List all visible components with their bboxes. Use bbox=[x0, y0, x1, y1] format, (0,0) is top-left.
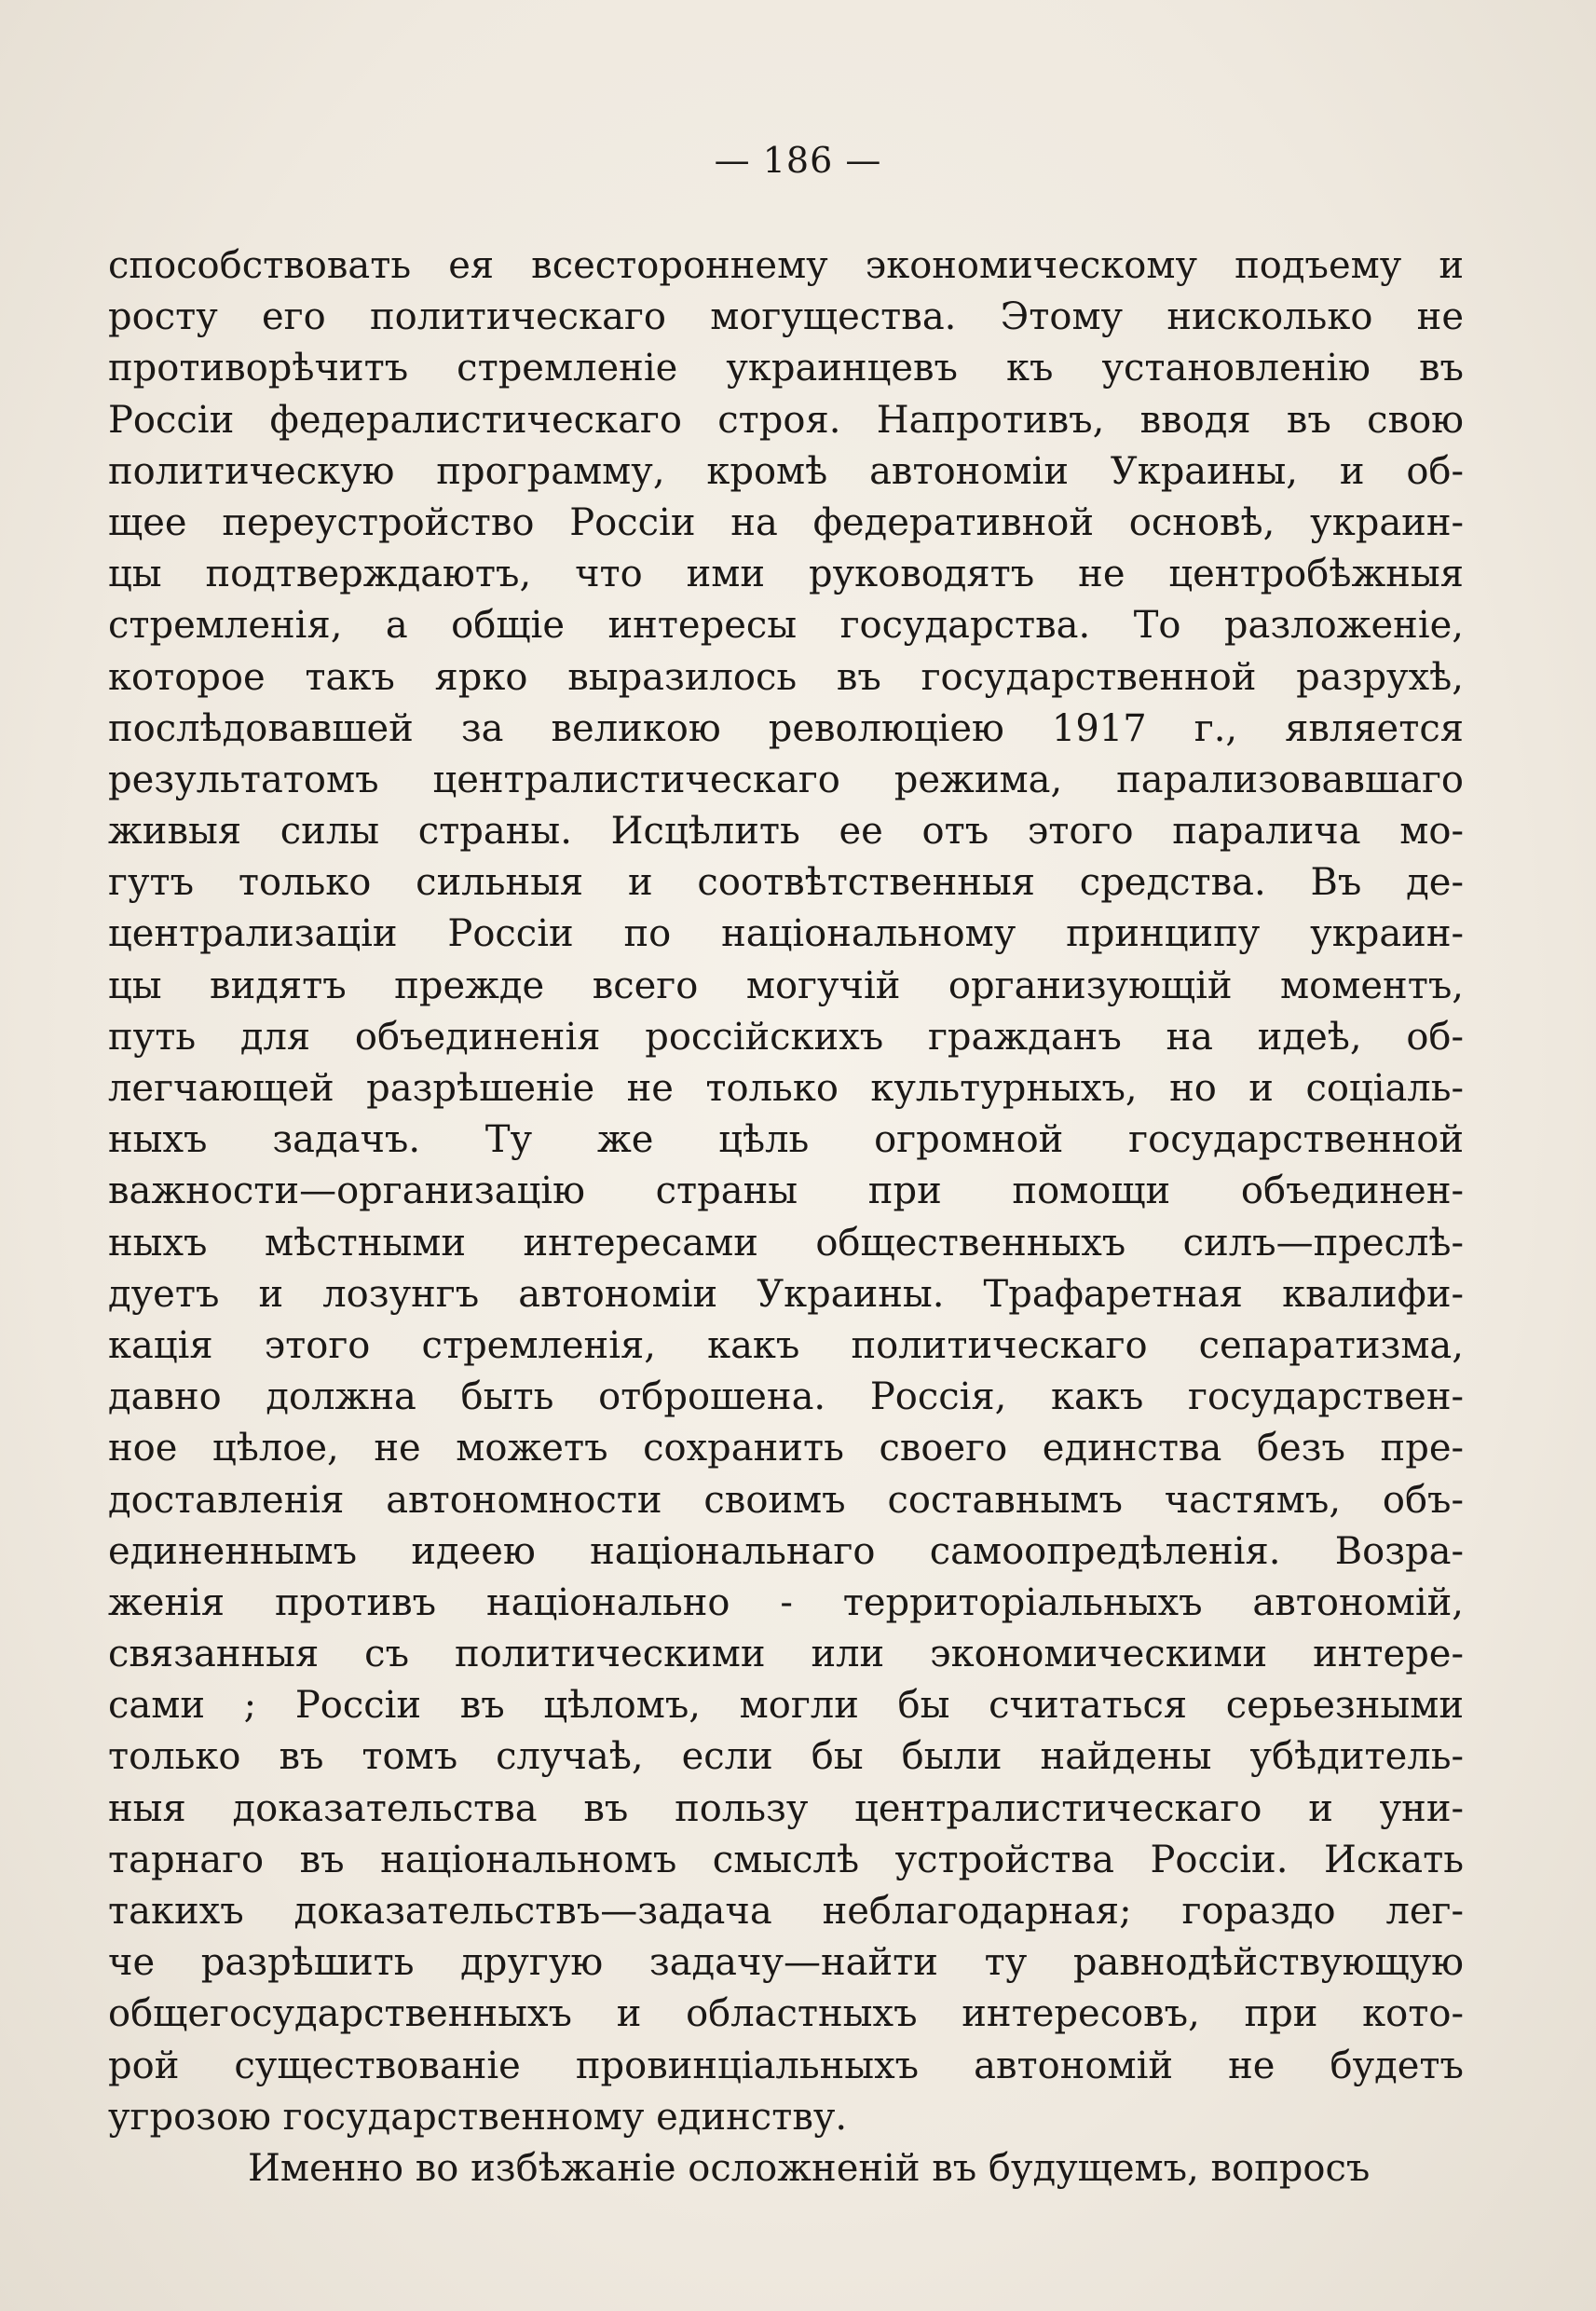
text-line: гутъ только сильныя и соотвѣтственныя средства. Въ де- bbox=[108, 861, 1464, 905]
text-line: угрозою государственному единству. bbox=[108, 2095, 848, 2139]
text-line: женія противъ національно - территоріальныхъ автономій, bbox=[108, 1580, 1464, 1624]
text-line: живыя силы страны. Исцѣлить ее отъ этого паралича мо- bbox=[108, 810, 1464, 854]
text-line: рой существованіе провинціальныхъ автономій не будетъ bbox=[108, 2044, 1464, 2087]
text-line: такихъ доказательствъ—задача неблагодарная; гораздо лег- bbox=[108, 1890, 1464, 1933]
text-line: тарнаго въ національномъ смыслѣ устройства Россіи. Искать bbox=[108, 1838, 1464, 1881]
text-line: цы подтверждаютъ, что ими руководятъ не центробѣжныя bbox=[108, 553, 1464, 596]
text-line: Россіи федералистическаго строя. Напротивъ, вводя въ свою bbox=[108, 398, 1464, 442]
body-text bbox=[108, 240, 1464, 2195]
text-line: кація этого стремленія, какъ политическаго сепаратизма, bbox=[108, 1323, 1464, 1367]
text-line: послѣдовавшей за великою революціею 1917 г., является bbox=[108, 706, 1464, 750]
text-line: ныхъ мѣстными интересами общественныхъ силъ—преслѣ- bbox=[108, 1221, 1464, 1265]
text-line: стремленія, а общіе интересы государства. То разложеніе, bbox=[108, 604, 1464, 648]
text-line: единеннымъ идеею національнаго самоопредѣленія. Возра- bbox=[108, 1529, 1464, 1573]
page-number: — 186 — bbox=[714, 140, 882, 181]
text-line: централизаціи Россіи по національному принципу украин- bbox=[108, 912, 1464, 956]
text-line: которое такъ ярко выразилось въ государственной разрухѣ, bbox=[108, 655, 1464, 699]
text-line: путь для объединенія россійскихъ гражданъ на идеѣ, об- bbox=[108, 1015, 1464, 1059]
text-line: щее переустройство Россіи на федеративной основѣ, украин- bbox=[108, 500, 1464, 544]
text-line: доставленія автономности своимъ составнымъ частямъ, объ- bbox=[108, 1478, 1464, 1522]
text-line: давно должна быть отброшена. Россія, какъ государствен- bbox=[108, 1375, 1464, 1419]
text-line: ныя доказательства въ пользу централистическаго и уни- bbox=[108, 1786, 1464, 1830]
text-line: Именно во избѣжаніе осложненій въ будущемъ, вопросъ bbox=[248, 2146, 1371, 2190]
text-line: результатомъ централистическаго режима, парализовавшаго bbox=[108, 758, 1464, 801]
text-line: связанныя съ политическими или экономическими интере- bbox=[108, 1633, 1464, 1676]
text-line: росту его политическаго могущества. Этому нисколько не bbox=[108, 295, 1464, 339]
text-line: легчающей разрѣшеніе не только культурныхъ, но и соціаль- bbox=[108, 1067, 1464, 1110]
text-line: дуетъ и лозунгъ автономіи Украины. Трафаретная квалифи- bbox=[108, 1272, 1464, 1316]
text-line: способствовать ея всестороннему экономическому подъему и bbox=[108, 244, 1464, 287]
text-line: ное цѣлое, не можетъ сохранить своего единства безъ пре- bbox=[108, 1427, 1464, 1470]
text-line: цы видятъ прежде всего могучій организующій моментъ, bbox=[108, 964, 1464, 1007]
text-line: общегосударственныхъ и областныхъ интересовъ, при кото- bbox=[108, 1992, 1464, 2036]
text-line: сами ; Россіи въ цѣломъ, могли бы считаться серьезными bbox=[108, 1684, 1464, 1728]
text-line: ныхъ задачъ. Ту же цѣль огромной государственной bbox=[108, 1118, 1464, 1162]
text-line: противорѣчитъ стремленіе украинцевъ къ установленію въ bbox=[108, 347, 1464, 390]
text-line: че разрѣшить другую задачу—найти ту равнодѣйствующую bbox=[108, 1941, 1464, 1985]
text-line: только въ томъ случаѣ, если бы были найдены убѣдитель- bbox=[108, 1735, 1464, 1779]
text-line: политическую программу, кромѣ автономіи Украины, и об- bbox=[108, 449, 1464, 493]
text-line: важности—организацію страны при помощи объединен- bbox=[108, 1169, 1464, 1213]
